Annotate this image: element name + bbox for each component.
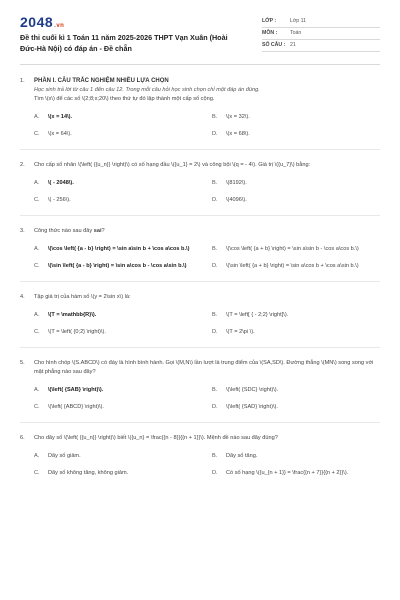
meta-row-class [262, 16, 380, 28]
option-b[interactable] [212, 179, 380, 188]
option-text: \(\left( {SAD} \right)\). [226, 403, 278, 410]
question-divider [20, 149, 380, 150]
question-text: Tập giá trị của hàm số \(y = 2\sin x\) là: [34, 294, 131, 300]
option-text: \(8192\). [226, 180, 247, 186]
options [34, 452, 380, 477]
option-letter: B. [212, 387, 218, 393]
option-text: \(\left( {ABCD} \right)\). [48, 403, 104, 410]
option-letter: B. [212, 453, 218, 459]
option-text: \(\left( {SDC} \right)\). [226, 387, 279, 393]
option-text: Dãy số tăng. [226, 453, 258, 459]
question-number: 6. [20, 435, 25, 441]
meta-row-subject [262, 28, 380, 40]
option-letter: B. [212, 114, 218, 120]
question-emphasis: sai [93, 228, 102, 234]
option-c[interactable] [34, 262, 202, 271]
option-text: \(T = 2\pi \). [226, 328, 255, 335]
question-6 [20, 434, 380, 477]
option-c[interactable] [34, 328, 202, 337]
meta-table [262, 16, 380, 52]
question-number: 1. [20, 78, 25, 84]
options [34, 386, 380, 411]
options [34, 245, 380, 270]
question-text [34, 227, 380, 236]
document-title: Đề thi cuối kì 1 Toán 11 năm 2025-2026 THPT Vạn Xuân (Hoài Đức-Hà Nội) có đáp án - Đề chẵn [20, 33, 228, 53]
question-text: Cho hình chóp \(S.ABCD\) có đáy là hình bình hành. Gọi \(M,N\) lần lượt là trung điểm của \(SA,SD\). Đường thẳng \(MN\) song song với mặt phẳng nào sau đây? [34, 360, 374, 375]
option-a[interactable] [34, 179, 202, 188]
option-b[interactable] [212, 113, 380, 122]
question-number: 5. [20, 360, 25, 366]
option-a[interactable] [34, 113, 202, 122]
option-text: \(\sin \left( {a - b} \right) = \sin a\cos b - \cos a\sin b.\) [48, 262, 187, 269]
question-3 [20, 227, 380, 270]
question-5 [20, 359, 380, 411]
option-letter: D. [212, 262, 218, 269]
option-a[interactable] [34, 452, 202, 461]
option-c[interactable] [34, 403, 202, 412]
option-b[interactable] [212, 311, 380, 320]
option-letter: D. [212, 403, 218, 410]
option-text: \( - 2048\). [48, 180, 74, 186]
option-c[interactable] [34, 130, 202, 139]
option-letter: A. [34, 387, 40, 393]
brand-suffix: .vn [54, 23, 65, 29]
option-text: \(\left( {SAB} \right)\). [48, 387, 104, 393]
option-text: \(x = 64\). [48, 130, 72, 137]
brand-logo[interactable] [20, 14, 235, 30]
option-letter: C. [34, 196, 40, 203]
question-divider [20, 347, 380, 348]
option-letter: D. [212, 130, 218, 137]
question-number: 2. [20, 162, 25, 168]
question-divider [20, 422, 380, 423]
meta-value: Lớp 11 [290, 18, 306, 24]
option-letter: D. [212, 328, 218, 335]
question-1 [20, 77, 380, 138]
option-d[interactable] [212, 262, 380, 271]
meta-value: 21 [290, 42, 296, 48]
option-text: \(x = 68\). [226, 130, 250, 137]
question-text-part: Công thức nào sau đây [34, 228, 94, 234]
option-text: Dãy số giảm. [48, 453, 81, 459]
option-text: \(T = \mathbb{R}\). [48, 312, 97, 318]
option-letter: C. [34, 469, 40, 476]
meta-key: LỚP : [262, 18, 277, 24]
option-text: Có số hạng \({u_{n + 1}} = \frac{{n + 7}}{{n + 2}}\). [226, 469, 349, 476]
option-letter: C. [34, 403, 40, 410]
header-left [20, 14, 235, 54]
options [34, 311, 380, 336]
option-letter: A. [34, 246, 40, 252]
option-letter: A. [34, 114, 40, 120]
option-text: \(x = 14\). [48, 114, 73, 120]
question-number: 3. [20, 228, 25, 234]
option-letter: B. [212, 180, 218, 186]
section-title: PHẦN I. CÂU TRẮC NGHIỆM NHIỀU LỰA CHỌN [34, 78, 169, 84]
option-text: \(4096\). [226, 196, 247, 203]
section-intro: Học sinh trả lời từ câu 1 đến câu 12. Trong mỗi câu hỏi học sinh chọn chỉ một đáp án đúng. [34, 87, 260, 93]
question-divider [20, 215, 380, 216]
option-letter: A. [34, 312, 40, 318]
option-d[interactable] [212, 196, 380, 205]
option-letter: A. [34, 180, 40, 186]
meta-value: Toán [290, 30, 302, 36]
option-letter: C. [34, 328, 40, 335]
brand-name: 2048 [20, 14, 54, 30]
option-d[interactable] [212, 469, 380, 478]
header [20, 14, 380, 54]
meta-key: MÔN : [262, 30, 278, 36]
option-letter: D. [212, 196, 218, 203]
option-text: \(T = \left( {0;2} \right)\). [48, 328, 106, 335]
option-d[interactable] [212, 328, 380, 337]
question-2 [20, 161, 380, 204]
option-b[interactable] [212, 452, 380, 461]
option-letter: B. [212, 312, 218, 318]
option-text: \(\sin \left( {a + b} \right) = \sin a\cos b + \cos a\sin b.\) [226, 262, 359, 269]
options [34, 113, 380, 138]
question-number: 4. [20, 294, 25, 300]
option-letter: B. [212, 246, 218, 252]
question-4 [20, 293, 380, 336]
question-text: Cho cấp số nhân \(\left( {{u_n}} \right)\) có số hạng đầu \({u_1} = 2\) và công bội \(q = - 4\). Giá trị \({u_7}\) bằng: [34, 162, 311, 168]
option-text: \( - 256\). [48, 196, 71, 203]
meta-key: SỐ CÂU : [262, 42, 286, 48]
question-text: Tìm \(x\) để các số \(2;8;x;20\) theo thứ tự đó lập thành một cấp số cộng. [34, 96, 215, 102]
option-text: \(\cos \left( {a + b} \right) = \sin a\sin b - \cos a\cos b.\) [226, 246, 359, 252]
option-d[interactable] [212, 130, 380, 139]
option-d[interactable] [212, 403, 380, 412]
option-text: Dãy số không tăng, không giảm. [48, 469, 129, 476]
option-letter: C. [34, 130, 40, 137]
option-letter: A. [34, 453, 40, 459]
option-a[interactable] [34, 386, 202, 395]
options [34, 179, 380, 204]
option-text: \(T = \left[ { - 2;2} \right]\). [226, 312, 289, 318]
option-b[interactable] [212, 245, 380, 254]
option-a[interactable] [34, 311, 202, 320]
option-letter: D. [212, 469, 218, 476]
option-text: \(\cos \left( {a - b} \right) = \sin a\sin b + \cos a\cos b.\) [48, 246, 190, 252]
option-a[interactable] [34, 245, 202, 254]
question-divider [20, 281, 380, 282]
option-c[interactable] [34, 196, 202, 205]
question-text-part: ? [101, 228, 105, 234]
option-text: \(x = 32\). [226, 114, 250, 120]
option-letter: C. [34, 262, 40, 269]
option-c[interactable] [34, 469, 202, 478]
meta-row-question-count [262, 40, 380, 52]
question-text: Cho dãy số \(\left( {{u_n}} \right)\) biết \({u_n} = \frac{{n - 8}}{{n + 1}}\). Mệnh đề nào sau đây đúng? [34, 435, 278, 441]
option-b[interactable] [212, 386, 380, 395]
